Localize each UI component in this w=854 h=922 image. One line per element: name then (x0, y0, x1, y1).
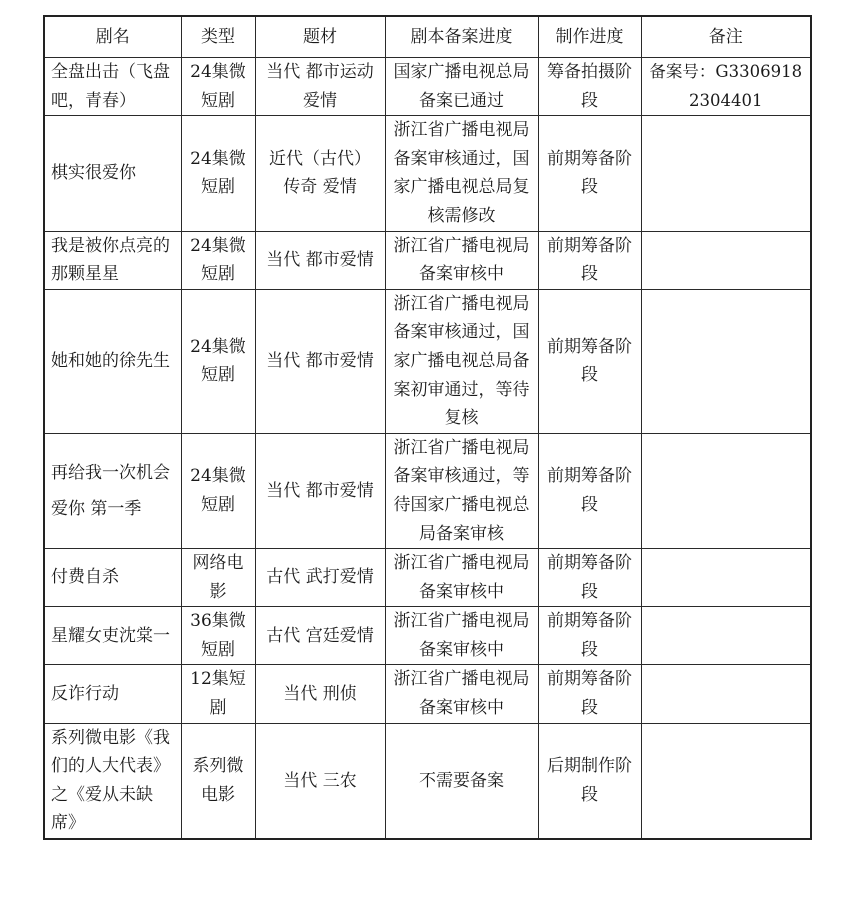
cell-name: 星耀女吏沈棠一 (44, 607, 181, 665)
cell-type: 24集微短剧 (181, 231, 255, 289)
table-row (44, 116, 811, 231)
cell-note: 备案号：G33069182304401 (641, 58, 811, 116)
cell-filing: 浙江省广播电视局备案审核中 (385, 665, 538, 723)
cell-type: 24集微短剧 (181, 433, 255, 548)
header-filing: 剧本备案进度 (385, 16, 538, 58)
header-note: 备注 (641, 16, 811, 58)
cell-name: 我是被你点亮的那颗星星 (44, 231, 181, 289)
cell-theme: 古代 宫廷爱情 (255, 607, 385, 665)
cell-name: 反诈行动 (44, 665, 181, 723)
header-production: 制作进度 (538, 16, 641, 58)
cell-type: 36集微短剧 (181, 607, 255, 665)
cell-theme: 当代 都市运动 爱情 (255, 58, 385, 116)
cell-production: 筹备拍摄阶段 (538, 58, 641, 116)
cell-theme: 当代 都市爱情 (255, 433, 385, 548)
cell-name: 付费自杀 (44, 549, 181, 607)
cell-production: 前期筹备阶段 (538, 289, 641, 433)
drama-table (43, 15, 812, 840)
cell-theme: 当代 都市爱情 (255, 231, 385, 289)
cell-type: 24集微短剧 (181, 58, 255, 116)
cell-name: 再给我一次机会爱你 第一季 (44, 433, 181, 548)
cell-production: 前期筹备阶段 (538, 549, 641, 607)
cell-filing: 浙江省广播电视局备案审核中 (385, 549, 538, 607)
cell-note (641, 231, 811, 289)
cell-filing: 浙江省广播电视局备案审核通过，等待国家广播电视总局备案审核 (385, 433, 538, 548)
cell-note (641, 433, 811, 548)
cell-filing: 国家广播电视总局备案已通过 (385, 58, 538, 116)
cell-filing: 不需要备案 (385, 723, 538, 839)
cell-name: 棋实很爱你 (44, 116, 181, 231)
cell-filing: 浙江省广播电视局备案审核通过，国家广播电视总局备案初审通过，等待复核 (385, 289, 538, 433)
header-theme: 题材 (255, 16, 385, 58)
cell-type: 24集微短剧 (181, 289, 255, 433)
table-row (44, 58, 811, 116)
cell-production: 前期筹备阶段 (538, 665, 641, 723)
cell-theme: 当代 刑侦 (255, 665, 385, 723)
cell-note (641, 665, 811, 723)
table-row (44, 607, 811, 665)
cell-theme: 近代（古代）传奇 爱情 (255, 116, 385, 231)
cell-filing: 浙江省广播电视局备案审核通过，国家广播电视总局复核需修改 (385, 116, 538, 231)
cell-production: 前期筹备阶段 (538, 116, 641, 231)
cell-production: 前期筹备阶段 (538, 231, 641, 289)
table-row (44, 231, 811, 289)
cell-name: 系列微电影《我们的人大代表》之《爱从未缺席》 (44, 723, 181, 839)
header-name: 剧名 (44, 16, 181, 58)
cell-type: 系列微电影 (181, 723, 255, 839)
header-type: 类型 (181, 16, 255, 58)
cell-type: 24集微短剧 (181, 116, 255, 231)
cell-theme: 当代 三农 (255, 723, 385, 839)
table-row (44, 665, 811, 723)
cell-production: 前期筹备阶段 (538, 433, 641, 548)
table-row (44, 723, 811, 839)
cell-note (641, 289, 811, 433)
cell-note (641, 116, 811, 231)
cell-name: 全盘出击（飞盘吧，青春） (44, 58, 181, 116)
table-header-row (44, 16, 811, 58)
cell-type: 网络电影 (181, 549, 255, 607)
cell-theme: 当代 都市爱情 (255, 289, 385, 433)
cell-note (641, 549, 811, 607)
cell-production: 前期筹备阶段 (538, 607, 641, 665)
table-row (44, 433, 811, 548)
table-row (44, 549, 811, 607)
table-row (44, 289, 811, 433)
cell-production: 后期制作阶段 (538, 723, 641, 839)
cell-note (641, 723, 811, 839)
cell-name: 她和她的徐先生 (44, 289, 181, 433)
cell-filing: 浙江省广播电视局备案审核中 (385, 231, 538, 289)
cell-type: 12集短剧 (181, 665, 255, 723)
cell-theme: 古代 武打爱情 (255, 549, 385, 607)
cell-note (641, 607, 811, 665)
cell-filing: 浙江省广播电视局备案审核中 (385, 607, 538, 665)
